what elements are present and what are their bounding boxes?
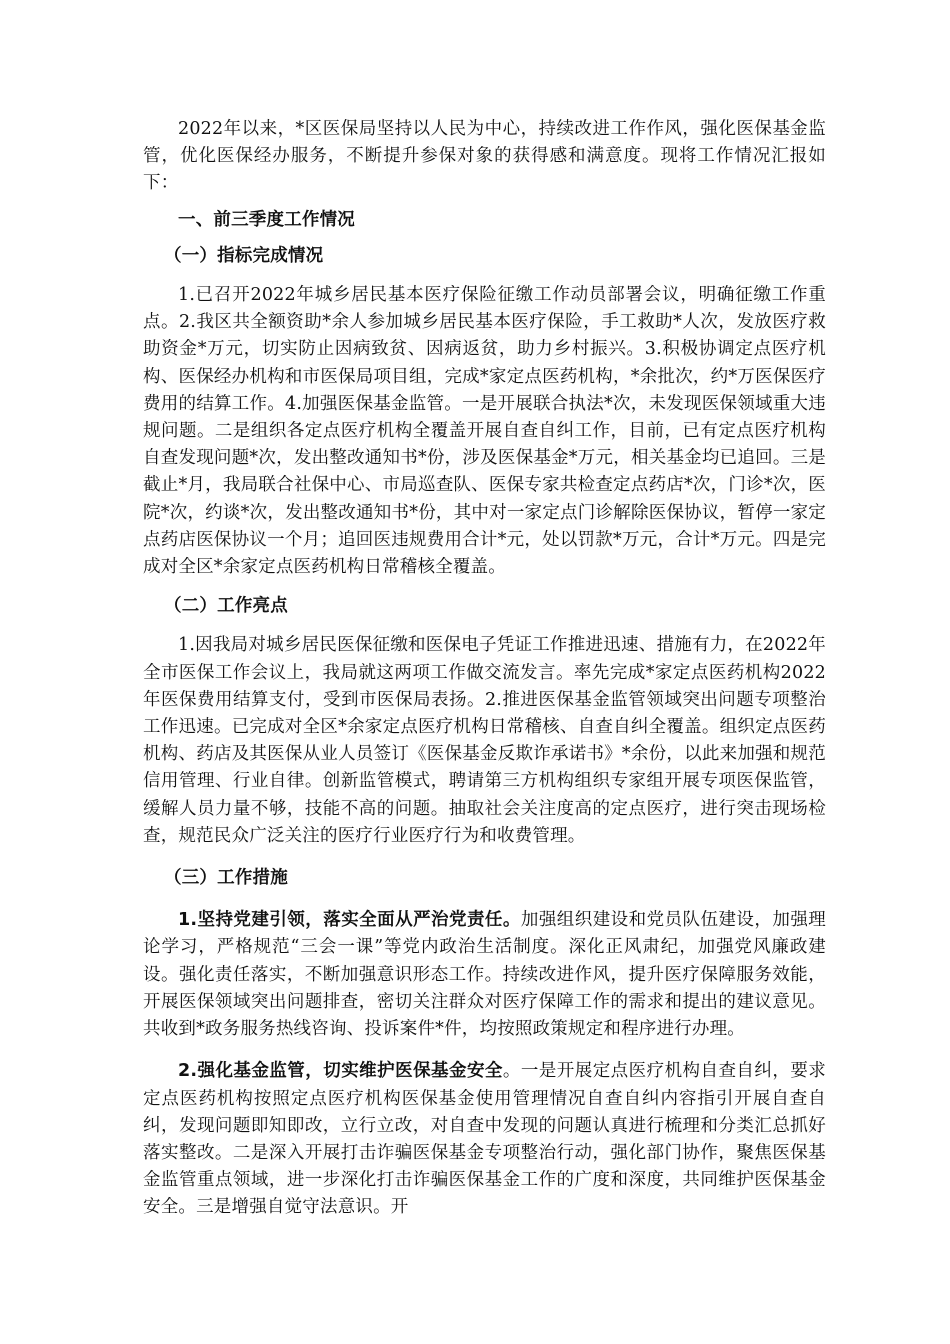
document-body [143, 116, 826, 1222]
measure-2-paragraph [143, 1058, 826, 1221]
section-heading-1: 一、前三季度工作情况 [178, 209, 355, 230]
spacer [143, 198, 826, 207]
intro-paragraph: 2022年以来，*区医保局坚持以人民为中心，持续改进工作作风，强化医保基金监管，优化医保经办服务，不断提升参保对象的获得感和满意度。现将工作情况汇报如下： [143, 119, 826, 194]
spacer [143, 892, 826, 907]
spacer [143, 850, 826, 865]
measure-1-lead: 1.坚持党建引领，落实全面从严治党责任。 [178, 910, 521, 931]
subsection-heading-measures: （三）工作措施 [164, 868, 288, 889]
measure-2-body: 。一是开展定点医疗机构自查自纠，要求定点医药机构按照定点医疗机构医保基金使用管理情况自查自纠内容指引开展自查自纠，发现问题即知即改，立行立改，对自查中发现的问题认真进行梳理和分类汇总抓好落实整改。二是深入开展打击诈骗医保基金专项整治行动，强化部门协作，聚焦医保基金监管重点领域，进一步深化打击诈骗医保基金工作的广度和深度，共同维护医保基金安全。三是增强自觉守法意识。开 [143, 1061, 826, 1218]
measure-2-lead: 2.强化基金监管，切实维护医保基金安全 [178, 1061, 503, 1082]
spacer [143, 581, 826, 593]
spacer [143, 1043, 826, 1058]
spacer [143, 234, 826, 243]
measure-1-body: 加强组织建设和党员队伍建设，加强理论学习，严格规范“三会一课”等党内政治生活制度。深化正风肃纪，加强党风廉政建设。强化责任落实，不断加强意识形态工作。持续改进作风，提升医疗保障服务效能，开展医保领域突出问题排查，密切关注群众对医疗保障工作的需求和提出的建议意见。共收到*政务服务热线咨询、投诉案件*件，均按照政策规定和程序进行办理。 [143, 910, 826, 1040]
spacer [143, 270, 826, 282]
highlights-paragraph: 1.因我局对城乡居民医保征缴和医保电子凭证工作推进迅速、措施有力，在2022年全市医保工作会议上，我局就这两项工作做交流发言。率先完成*家定点医药机构2022年医保费用结算支付，受到市医保局表扬。2.推进医保基金监管领域突出问题专项整治工作迅速。已完成对全区*余家定点医疗机构日常稽核、自查自纠全覆盖。组织定点医药机构、药店及其医保从业人员签订《医保基金反欺诈承诺书》*余份，以此来加强和规范信用管理、行业自律。创新监管模式，聘请第三方机构组织专家组开展专项医保监管，缓解人员力量不够，技能不高的问题。抽取社会关注度高的定点医疗，进行突击现场检查，规范民众广泛关注的医疗行业医疗行为和收费管理。 [143, 635, 826, 846]
indicators-paragraph: 1.已召开2022年城乡居民基本医疗保险征缴工作动员部署会议，明确征缴工作重点。2.我区共全额资助*余人参加城乡居民基本医疗保险，手工救助*人次，发放医疗救助资金*万元，切实防止因病致贫、因病返贫，助力乡村振兴。3.积极协调定点医疗机构、医保经办机构和市医保局项目组，完成*家定点医药机构，*余批次，约*万医保医疗费用的结算工作。4.加强医保基金监管。一是开展联合执法*次，未发现医保领域重大违规问题。二是组织各定点医疗机构全覆盖开展自查自纠工作，目前，已有定点医疗机构自查发现问题*次，发出整改通知书*份，涉及医保基金*万元，相关基金均已追回。三是截止*月，我局联合社保中心、市局巡查队、医保专家共检查定点药店*次，门诊*次，医院*次，约谈*次，发出整改通知书*份，其中对一家定点门诊解除医保协议，暂停一家定点药店医保协议一个月；追回医违规费用合计*元，处以罚款*万元，合计*万元。四是完成对全区*余家定点医药机构日常稽核全覆盖。 [143, 285, 826, 578]
spacer [143, 620, 826, 632]
subsection-heading-indicators: （一）指标完成情况 [164, 245, 324, 266]
measure-1-paragraph [143, 907, 826, 1043]
subsection-heading-highlights: （二）工作亮点 [164, 596, 288, 617]
